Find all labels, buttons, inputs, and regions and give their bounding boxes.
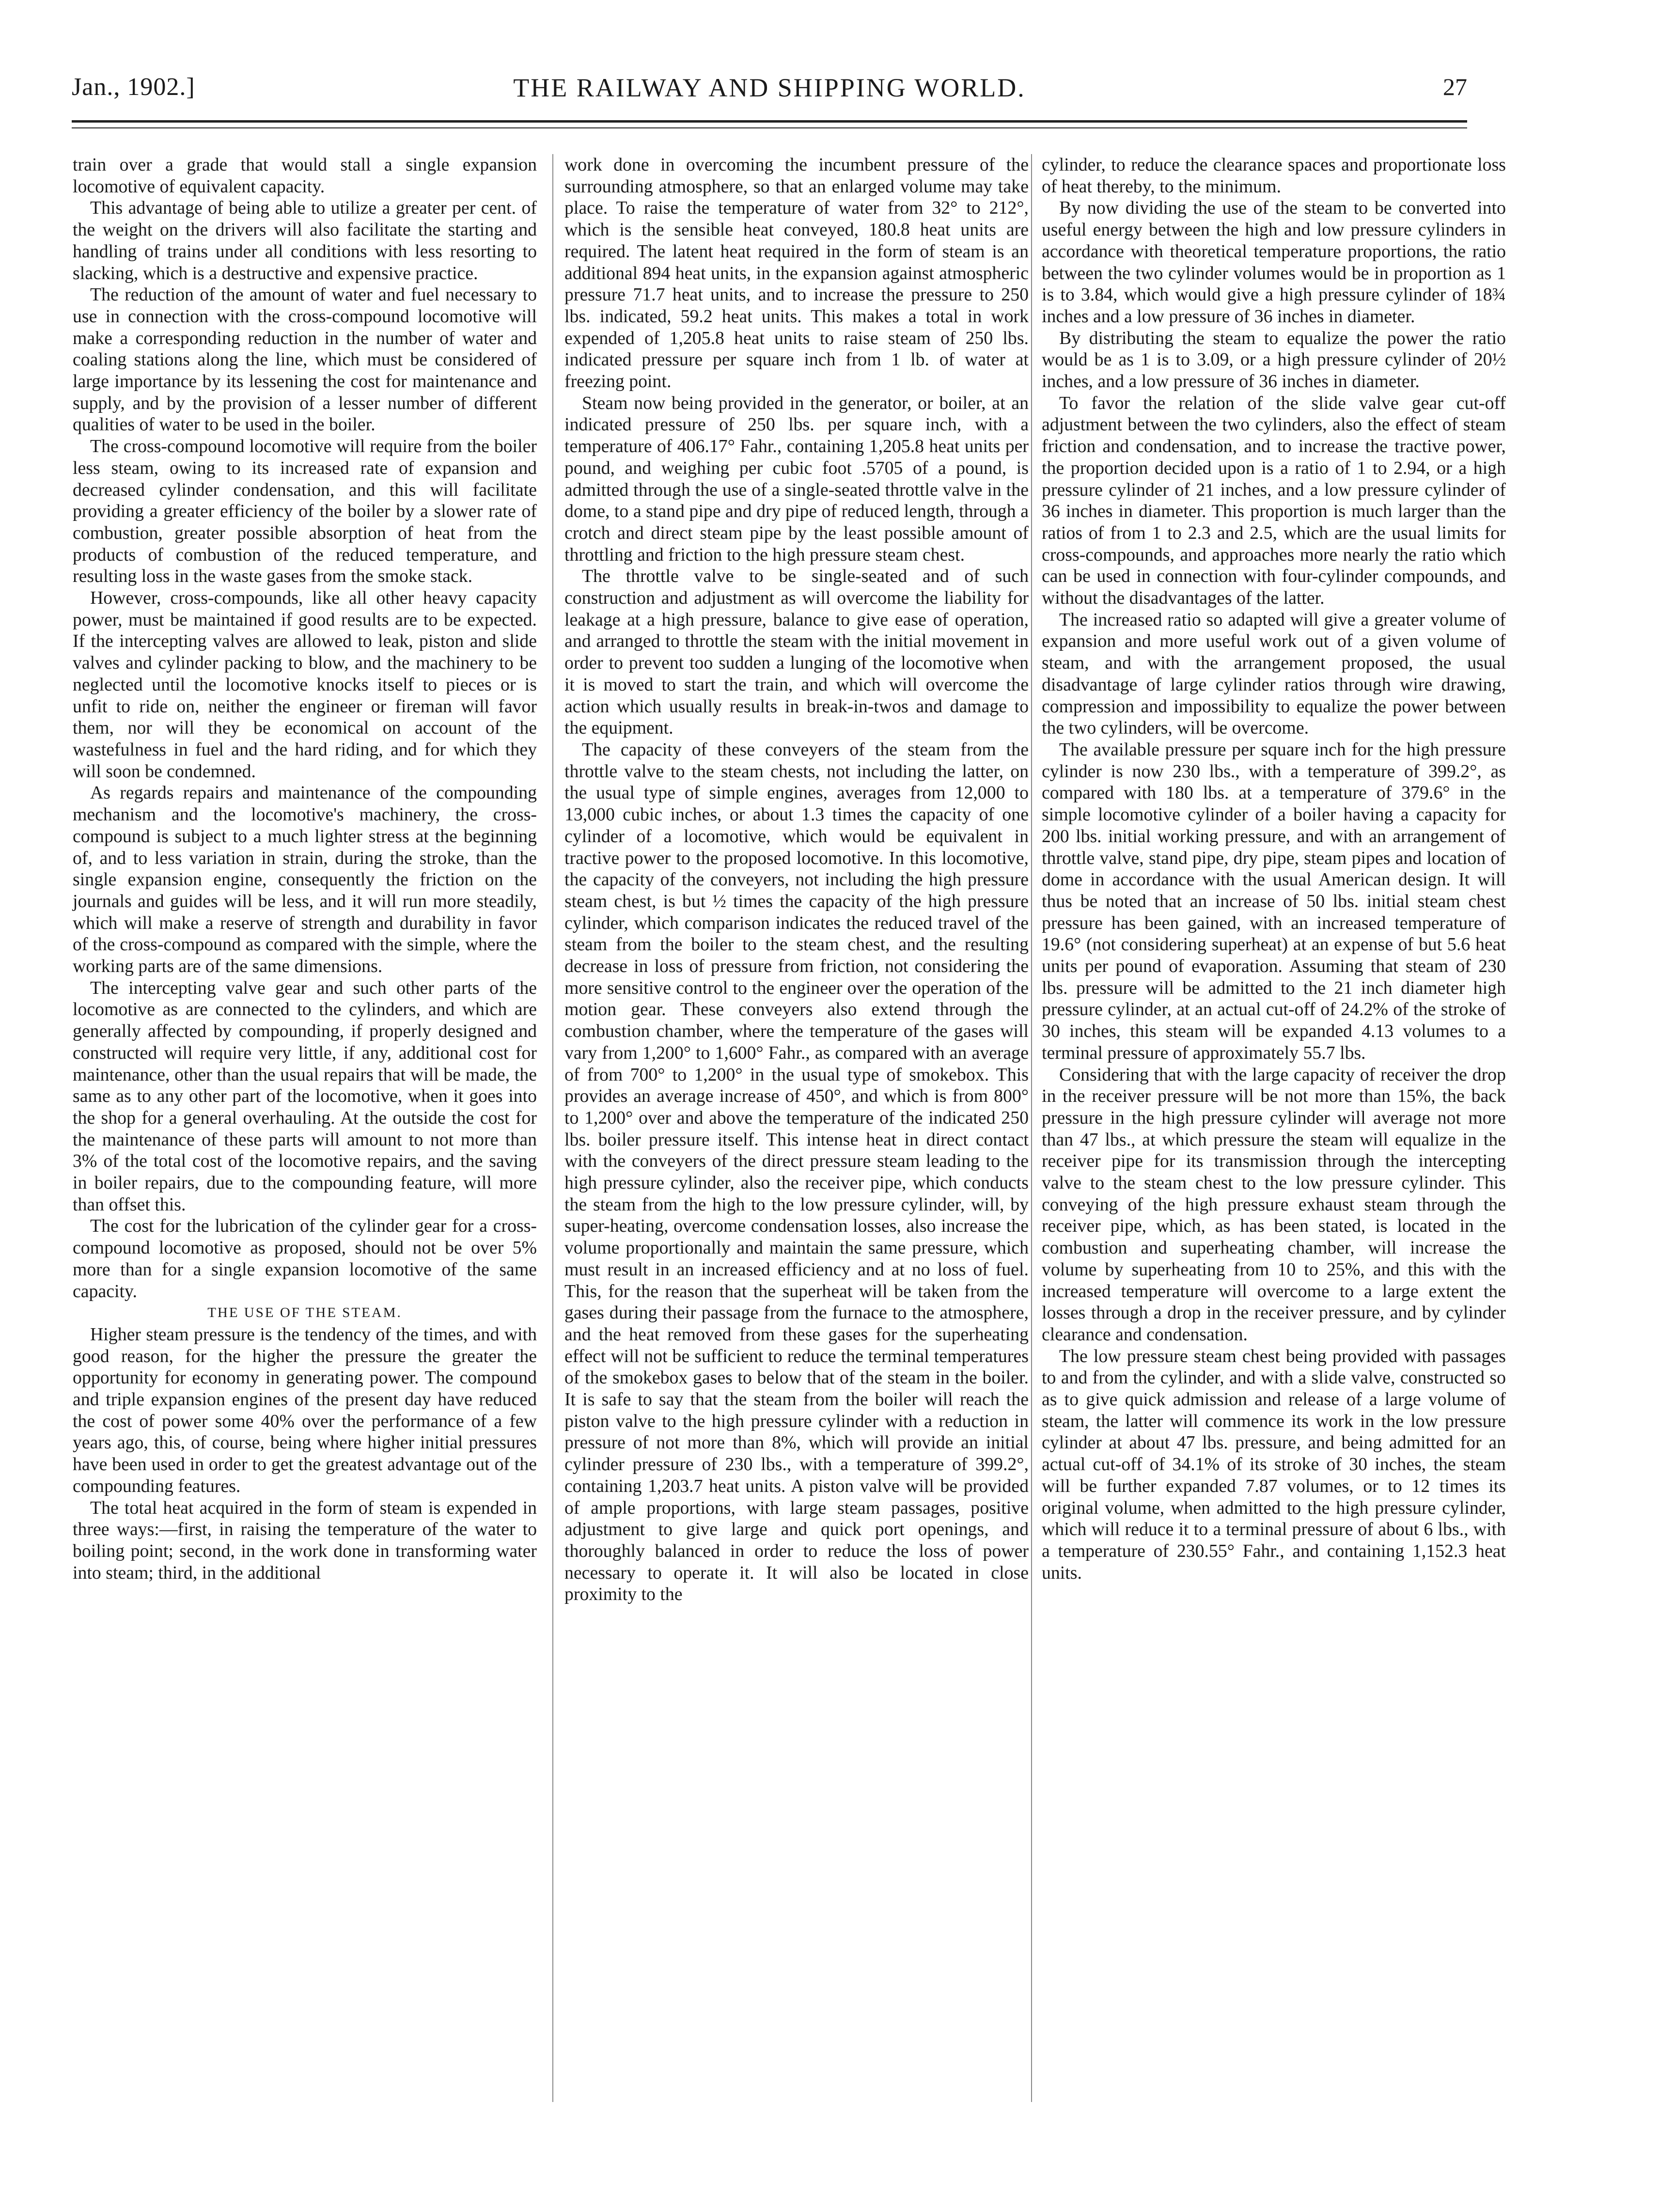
paragraph: work done in overcoming the incumbent pressure of the surrounding atmosphere, so that an enlarged volume may take place. To raise the temperature of water from 32° to 212°, which is the sensible heat conveyed, 180.8 heat units are required. The latent heat required in the form of steam is an additional 894 heat units, in the expansion against atmospheric pressure 71.7 heat units, and to increase the pressure to 250 lbs. indicated, 59.2 heat units. This makes a total in work expended of 1,205.8 heat units to raise steam of 250 lbs. indicated pressure per square inch from 1 lb. of water at freezing point. bbox=[564, 155, 1029, 392]
paragraph: The cross-compound locomotive will require from the boiler less steam, owing to its increased rate of expansion and decreased cylinder condensation, and this will facilitate providing a greater efficiency of the boiler by a slower rate of combustion, greater possible absorption of heat from the products of combustion of the reduced temperature, and resulting loss in the waste gases from the smoke stack. bbox=[73, 436, 537, 587]
paragraph: This advantage of being able to utilize a greater per cent. of the weight on the drivers will also facilitate the starting and handling of trains under all conditions with less resorting to slacking, which is a destructive and expensive practice. bbox=[73, 198, 537, 283]
section-heading: THE USE OF THE STEAM. bbox=[207, 1305, 402, 1321]
paragraph: Higher steam pressure is the tendency of the times, and with good reason, for the higher the pressure the greater the opportunity for economy in generating power. The compound and triple expansion engines of the present day have reduced the cost of power some 40% over the performance of a few years ago, this, of course, being where higher initial pressures have been used in order to get the greatest advantage out of the compounding features. bbox=[73, 1324, 537, 1496]
paragraph: By distributing the steam to equalize the power the ratio would be as 1 is to 3.09, or a high pressure cylinder of 20½ inches, and a low pressure of 36 inches in diameter. bbox=[1042, 328, 1506, 392]
paragraph: As regards repairs and maintenance of the compounding mechanism and the locomotive's machinery, the cross-compound is subject to a much lighter stress at the beginning of, and to less variation in strain, during the stroke, than the single expansion engine, consequently the friction on the journals and guides will be less, and it will run more steadily, which will make a reserve of strength and durability in favor of the cross-compound as compared with the simple, where the working parts are of the same dimensions. bbox=[73, 783, 537, 977]
paragraph: Steam now being provided in the generator, or boiler, at an indicated pressure of 250 lbs. per square inch, with a temperature of 406.17° Fahr., containing 1,205.8 heat units per pound, and weighing per cubic foot .5705 of a pound, is admitted through the use of a single-seated throttle valve in the dome, to a stand pipe and dry pipe of reduced length, through a crotch and direct steam pipe by the least possible amount of throttling and friction to the high pressure steam chest. bbox=[564, 392, 1029, 565]
paragraph: The low pressure steam chest being provided with passages to and from the cylinder, and with a slide valve, constructed so as to give quick admission and release of a large volume of steam, the latter will commence its work in the low pressure cylinder at about 47 lbs. pressure, and being admitted for an actual cut-off of 34.1% of its stroke of 30 inches, the steam will be further expanded 7.87 volumes, or to 12 times its original volume, when admitted to the high pressure cylinder, which will reduce it to a terminal pressure of about 6 lbs., with a temperature of 230.55° Fahr., and containing 1,152.3 heat units. bbox=[1042, 1346, 1506, 1583]
running-header bbox=[72, 73, 1467, 121]
paragraph: By now dividing the use of the steam to be converted into useful energy between the high and low pressure cylinders in accordance with theoretical temperature proportions, the ratio between the two cylinder volumes would be in proportion as 1 is to 3.84, which would give a high pressure cylinder of 18¾ inches and a low pressure of 36 inches in diameter. bbox=[1042, 198, 1506, 327]
paragraph: train over a grade that would stall a single expansion locomotive of equivalent capacity. bbox=[73, 155, 537, 197]
column-3 bbox=[1042, 154, 1506, 1584]
page-number: 27 bbox=[1443, 73, 1467, 100]
paragraph: The total heat acquired in the form of steam is expended in three ways:—first, in raising the temperature of the water to boiling point; second, in the work done in transforming water into steam; third, in the additional bbox=[73, 1497, 537, 1583]
paragraph: Considering that with the large capacity of receiver the drop in the receiver pressure will be not more than 15%, the back pressure in the high pressure cylinder will average not more than 47 lbs., at which pressure the steam will equalize in the receiver pipe for its transmission through the intercepting valve to the steam chest to the low pressure cylinder. This conveying of the high pressure exhaust steam through the receiver pipe, which, as has been stated, is located in the combustion and superheating chamber, will increase the volume by superheating from 10 to 25%, and this with the increased temperature will overcome to a large extent the losses through a drop in the receiver pressure, and by cylinder clearance and condensation. bbox=[1042, 1064, 1506, 1345]
paragraph: The intercepting valve gear and such other parts of the locomotive as are connected to the cylinders, and which are generally affected by compounding, if properly designed and constructed will require very little, if any, additional cost for maintenance, other than the usual repairs that will be made, the same as to any other part of the locomotive, when it goes into the shop for a general overhauling. At the outside the cost for the maintenance of these parts will amount to not more than 3% of the total cost of the locomotive repairs, and the saving in boiler repairs, due to the compounding feature, will more than offset this. bbox=[73, 977, 537, 1215]
publication-title: THE RAILWAY AND SHIPPING WORLD. bbox=[513, 73, 1026, 102]
column-2 bbox=[564, 154, 1029, 1605]
paragraph: However, cross-compounds, like all other heavy capacity power, must be maintained if good results are to be expected. If the intercepting valves are allowed to leak, piston and slide valves and cylinder packing to blow, and the machinery to be neglected until the locomotive knocks itself to pieces or is unfit to ride on, neither the engineer or fireman will favor them, nor will they be economical on account of the wastefulness in fuel and the hard riding, and for which they will soon be condemned. bbox=[73, 588, 537, 782]
paragraph: The cost for the lubrication of the cylinder gear for a cross-compound locomotive as proposed, should not be over 5% more than for a single expansion locomotive of the same capacity. bbox=[73, 1216, 537, 1302]
column-1 bbox=[73, 154, 537, 1584]
paragraph: The throttle valve to be single-seated and of such construction and adjustment as will overcome the liability for leakage at a high pressure, balance to give ease of operation, and arranged to throttle the steam with the initial movement in order to prevent too sudden a lunging of the locomotive when it is moved to start the train, and which will overcome the action which usually results in break-in-twos and damage to the equipment. bbox=[564, 566, 1029, 738]
paragraph: The capacity of these conveyers of the steam from the throttle valve to the steam chests, not including the latter, on the usual type of simple engines, averages from 12,000 to 13,000 cubic inches, or about 1.3 times the capacity of one cylinder of a locomotive, which would be equivalent in tractive power to the proposed locomotive. In this locomotive, the capacity of the conveyers, not including the high pressure steam chest, is but ½ times the capacity of the high pressure cylinder, which comparison indicates the reduced travel of the steam from the boiler to the steam chest, and the resulting decrease in loss of pressure from friction, not considering the more sensitive control to the engineer over the operation of the motion gear. These conveyers also extend through the combustion chamber, where the temperature of the gases will vary from 1,200° to 1,600° Fahr., as compared with an average of from 700° to 1,200° in the usual type of smokebox. This provides an average increase of 450°, and which is from 800° to 1,200° over and above the temperature of the indicated 250 lbs. boiler pressure itself. This intense heat in direct contact with the conveyers of the direct pressure steam leading to the high pressure cylinder, also the receiver pipe, which conducts the steam from the high to the low pressure cylinder, will, by super-heating, overcome condensation losses, also increase the volume proportionally and maintain the same pressure, which must result in an increased efficiency and at no loss of fuel. This, for the reason that the superheat will be taken from the gases during their passage from the furnace to the atmosphere, and the heat removed from these gases for the superheating effect will not be sufficient to reduce the terminal temperatures of the smokebox gases to below that of the steam in the boiler. It is safe to say that the steam from the boiler will reach the piston valve to the high pressure cylinder with a reduction in pressure of not more than 8%, which will provide an initial cylinder pressure of 230 lbs., with a temperature of 399.2°, containing 1,203.7 heat units. A piston valve will be provided of ample proportions, with large steam passages, positive adjustment to give large and quick port openings, and thoroughly balanced in order to reduce the loss of power necessary to operate it. It will also be located in close proximity to the bbox=[564, 739, 1029, 1605]
column-divider bbox=[552, 154, 553, 2102]
paragraph: To favor the relation of the slide valve gear cut-off adjustment between the two cylinders, also the effect of steam friction and condensation, and to increase the tractive power, the proportion decided upon is a ratio of 1 to 2.94, or a high pressure cylinder of 21 inches, and a low pressure cylinder of 36 inches in diameter. This proportion is much larger than the ratios of from 1 to 2.3 and 2.5, which are the usual limits for cross-compounds, and approaches more nearly the ratio which can be used in connection with four-cylinder compounds, and without the disadvantages of the latter. bbox=[1042, 392, 1506, 609]
paragraph: The available pressure per square inch for the high pressure cylinder is now 230 lbs., with a temperature of 399.2°, as compared with 180 lbs. at a temperature of 379.6° in the simple locomotive cylinder of a boiler having a capacity for 200 lbs. initial working pressure, and with an arrangement of throttle valve, stand pipe, dry pipe, steam pipes and location of dome in accordance with the usual American design. It will thus be noted that an increase of 50 lbs. initial steam chest pressure has been gained, with an increased temperature of 19.6° (not considering superheat) at an expense of but 5.6 heat units per pound of evaporation. Assuming that steam of 230 lbs. pressure will be admitted to the 21 inch diameter high pressure cylinder, at an actual cut-off of 24.2% of the stroke of 30 inches, this steam will be expanded 4.13 volumes to a terminal pressure of approximately 55.7 lbs. bbox=[1042, 739, 1506, 1063]
paragraph: The reduction of the amount of water and fuel necessary to use in connection with the cross-compound locomotive will make a corresponding reduction in the number of water and coaling stations along the line, which must be considered of large importance by its lessening the cost for maintenance and supply, and by the provision of a lesser number of different qualities of water to be used in the boiler. bbox=[73, 284, 537, 435]
paragraph: The increased ratio so adapted will give a greater volume of expansion and more useful work out of a given volume of steam, and with the arrangement proposed, the usual disadvantage of large cylinder ratios through wire drawing, compression and impossibility to equalize the power between the two cylinders, will be overcome. bbox=[1042, 609, 1506, 738]
header-rule-thin bbox=[72, 127, 1467, 128]
header-rule-thick bbox=[72, 120, 1467, 123]
column-divider bbox=[1031, 154, 1032, 2102]
paragraph: cylinder, to reduce the clearance spaces and proportionate loss of heat thereby, to the minimum. bbox=[1042, 155, 1506, 197]
issue-date: Jan., 1902.] bbox=[72, 73, 195, 101]
